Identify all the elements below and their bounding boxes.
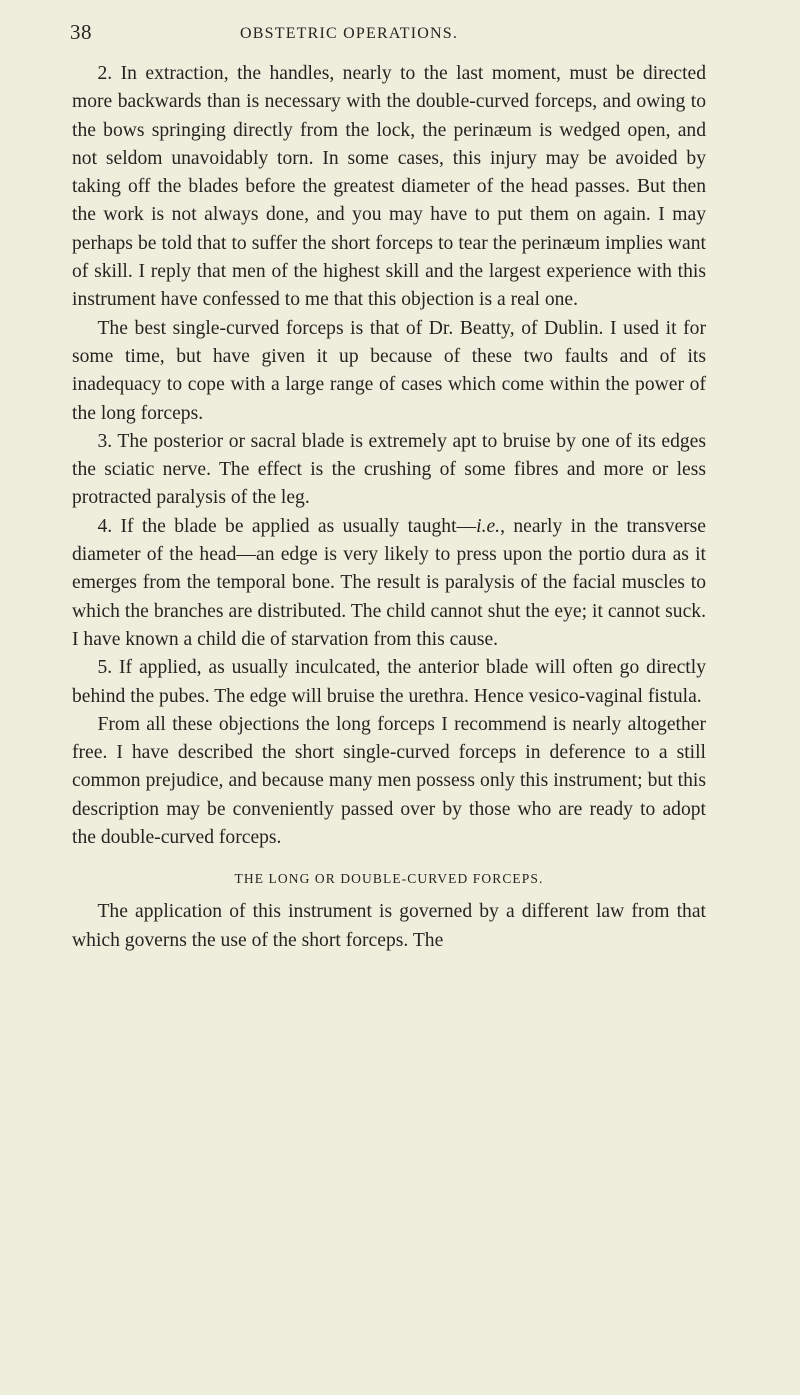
paragraph-4-end: , nearly in the transverse diameter of the head—an edge is very likely to press upon the portio dura as it emerges from the temporal bone. The result is paralysis of the facial muscles to which the branches are distributed. The child cannot shut the eye; it cannot suck. I have known a child die of starvation from this cause. <box>72 515 706 650</box>
page-number: 38 <box>70 20 92 44</box>
paragraph-conclusion: From all these objections the long forceps I recommend is nearly altogether free. I have described the short single-curved forceps in deference to a still common prejudice, and because many men possess only this instrument; but this description may be conveniently passed over by those who are ready to adopt the double-curved forceps. <box>72 713 706 849</box>
paragraph-beatty: The best single-curved forceps is that of Dr. Beatty, of Dublin. I used it for some time, but have given it up because of these two faults and of its inadequacy to cope with a large range of cases which come within the power of the long forceps. <box>72 317 706 424</box>
paragraph-5: 5. If applied, as usually inculcated, the anterior blade will often go directly behind the pubes. The edge will bruise the urethra. Hence vesico-vaginal fistula. <box>72 657 706 707</box>
paragraph-3: 3. The posterior or sacral blade is extremely apt to bruise by one of its edges the sciatic nerve. The effect is the crushing of some fibres and more or less protracted paralysis of the leg. <box>72 430 706 509</box>
paragraph-final: The application of this instrument is governed by a different law from that which governs the use of the short forceps. The <box>72 901 706 951</box>
paragraph-4-start: 4. If the blade be applied as usually taught— <box>97 515 477 537</box>
paragraph-2: 2. In extraction, the handles, nearly to the last moment, must be directed more backwards than is necessary with the double-curved forceps, and owing to the bows springing directly from the lock, the perinæum is wedged open, and not seldom unavoidably torn. In some cases, this injury may be avoided by taking off the blades before the greatest diameter of the head passes. But then the work is not always done, and you may have to put them on again. I may perhaps be told that to suffer the short forceps to tear the perinæum implies want of skill. I reply that men of the highest skill and the largest experience with this instrument have confessed to me that this objection is a real one. <box>72 63 706 311</box>
body-text <box>72 60 706 955</box>
paragraph-4-italic-ie: i.e. <box>476 515 501 537</box>
paragraph-4 <box>72 513 706 654</box>
running-title: OBSTETRIC OPERATIONS. <box>240 25 459 42</box>
section-heading: THE LONG OR DOUBLE-CURVED FORCEPS. <box>234 871 544 887</box>
